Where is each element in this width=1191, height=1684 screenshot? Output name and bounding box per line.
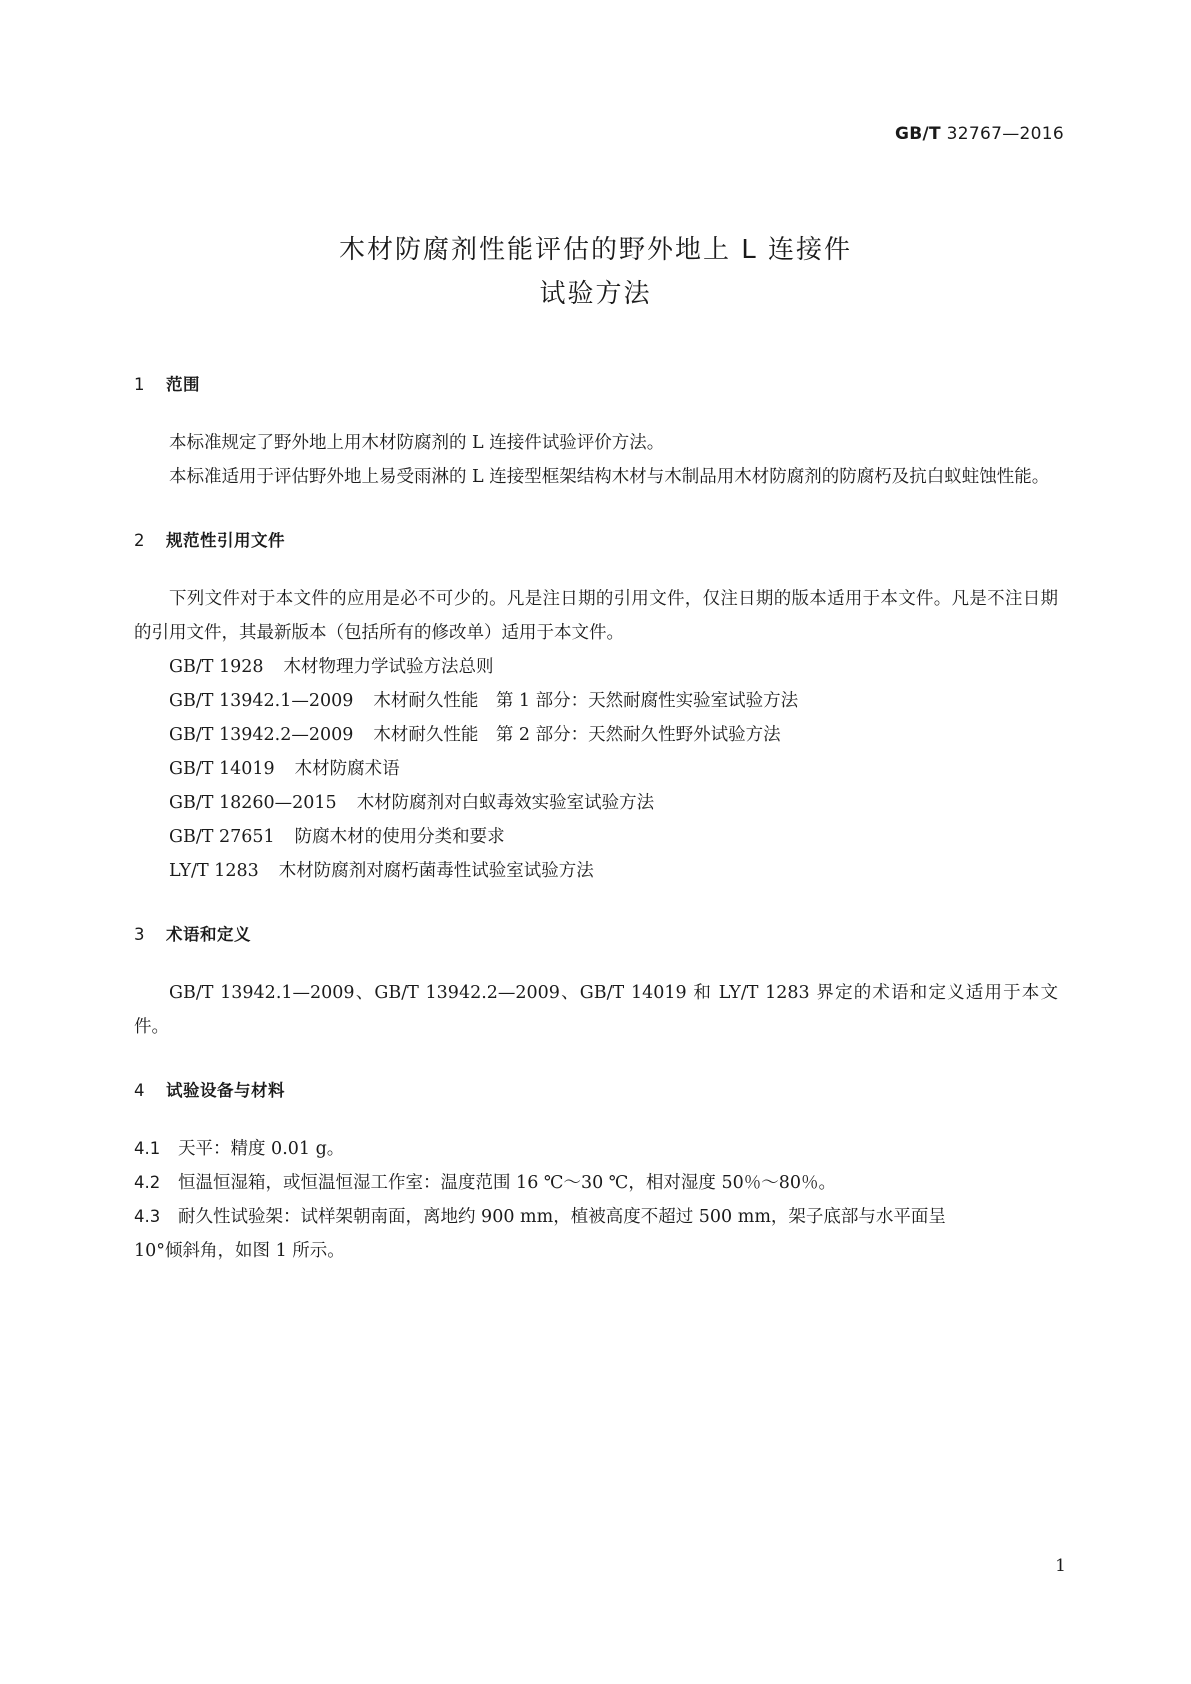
reference-title: 防腐木材的使用分类和要求 bbox=[294, 827, 505, 847]
document-title bbox=[0, 228, 1191, 316]
standard-code-prefix: GB/T bbox=[895, 124, 941, 144]
standard-code bbox=[895, 124, 1064, 144]
section-2-heading bbox=[134, 526, 1058, 556]
reference-item bbox=[134, 854, 1058, 888]
section-title: 规范性引用文件 bbox=[166, 531, 285, 550]
clause-text: 耐久性试验架：试样架朝南面，离地约 900 mm，植被高度不超过 500 mm，架子底部与水平面呈 bbox=[178, 1207, 946, 1227]
section-title: 试验设备与材料 bbox=[166, 1081, 285, 1100]
clause-text: 天平：精度 0.01 g。 bbox=[178, 1139, 345, 1159]
section-number: 4 bbox=[134, 1081, 145, 1100]
reference-code: GB/T 13942.1—2009 bbox=[169, 691, 354, 711]
reference-title: 木材耐久性能 第 2 部分：天然耐久性野外试验方法 bbox=[373, 725, 781, 745]
clause-number: 4.2 bbox=[134, 1173, 161, 1192]
section-title: 术语和定义 bbox=[166, 925, 251, 944]
paragraph: 本标准适用于评估野外地上易受雨淋的 L 连接型框架结构木材与木制品用木材防腐剂的防腐朽及抗白蚁蛀蚀性能。 bbox=[169, 467, 1050, 487]
reference-item bbox=[134, 786, 1058, 820]
paragraph: GB/T 13942.1—2009、GB/T 13942.2—2009、GB/T 14019 和 LY/T 1283 界定的术语和定义适用于本文件。 bbox=[134, 983, 1058, 1037]
reference-title: 木材防腐剂对白蚁毒效实验室试验方法 bbox=[356, 793, 655, 813]
reference-code: GB/T 1928 bbox=[169, 657, 264, 677]
reference-title: 木材防腐剂对腐朽菌毒性试验室试验方法 bbox=[278, 861, 594, 881]
clause-number: 4.1 bbox=[134, 1139, 161, 1158]
section-1-heading bbox=[134, 370, 1058, 400]
section-4-heading bbox=[134, 1076, 1058, 1106]
section-3-heading bbox=[134, 920, 1058, 950]
reference-title: 木材物理力学试验方法总则 bbox=[283, 657, 494, 677]
reference-code: LY/T 1283 bbox=[169, 861, 259, 881]
title-line-2: 试验方法 bbox=[539, 279, 652, 309]
document-body bbox=[134, 370, 1058, 1268]
clause-continuation: 10°倾斜角，如图 1 所示。 bbox=[134, 1241, 345, 1261]
clause-number: 4.3 bbox=[134, 1207, 161, 1226]
reference-item bbox=[134, 650, 1058, 684]
section-title: 范围 bbox=[166, 375, 200, 394]
clause-text: 恒温恒湿箱，或恒温恒湿工作室：温度范围 16 ℃～30 ℃，相对湿度 50％～80％。 bbox=[178, 1173, 836, 1193]
page-number: 1 bbox=[1055, 1556, 1066, 1576]
paragraph: 本标准规定了野外地上用木材防腐剂的 L 连接件试验评价方法。 bbox=[169, 433, 665, 453]
clause-item bbox=[134, 1166, 1058, 1200]
reference-title: 木材防腐术语 bbox=[294, 759, 400, 779]
clause-item bbox=[134, 1200, 1058, 1234]
section-number: 2 bbox=[134, 531, 145, 550]
section-number: 1 bbox=[134, 375, 145, 394]
reference-item bbox=[134, 684, 1058, 718]
reference-item bbox=[134, 820, 1058, 854]
paragraph: 下列文件对于本文件的应用是必不可少的。凡是注日期的引用文件，仅注日期的版本适用于本文件。凡是不注日期的引用文件，其最新版本（包括所有的修改单）适用于本文件。 bbox=[134, 589, 1058, 643]
reference-item bbox=[134, 718, 1058, 752]
title-line-1: 木材防腐剂性能评估的野外地上 L 连接件 bbox=[338, 235, 852, 265]
reference-code: GB/T 14019 bbox=[169, 759, 275, 779]
reference-title: 木材耐久性能 第 1 部分：天然耐腐性实验室试验方法 bbox=[373, 691, 799, 711]
reference-code: GB/T 27651 bbox=[169, 827, 275, 847]
reference-code: GB/T 13942.2—2009 bbox=[169, 725, 354, 745]
clause-item bbox=[134, 1132, 1058, 1166]
standard-code-number: 32767—2016 bbox=[946, 124, 1064, 144]
reference-code: GB/T 18260—2015 bbox=[169, 793, 337, 813]
section-number: 3 bbox=[134, 925, 145, 944]
reference-item bbox=[134, 752, 1058, 786]
